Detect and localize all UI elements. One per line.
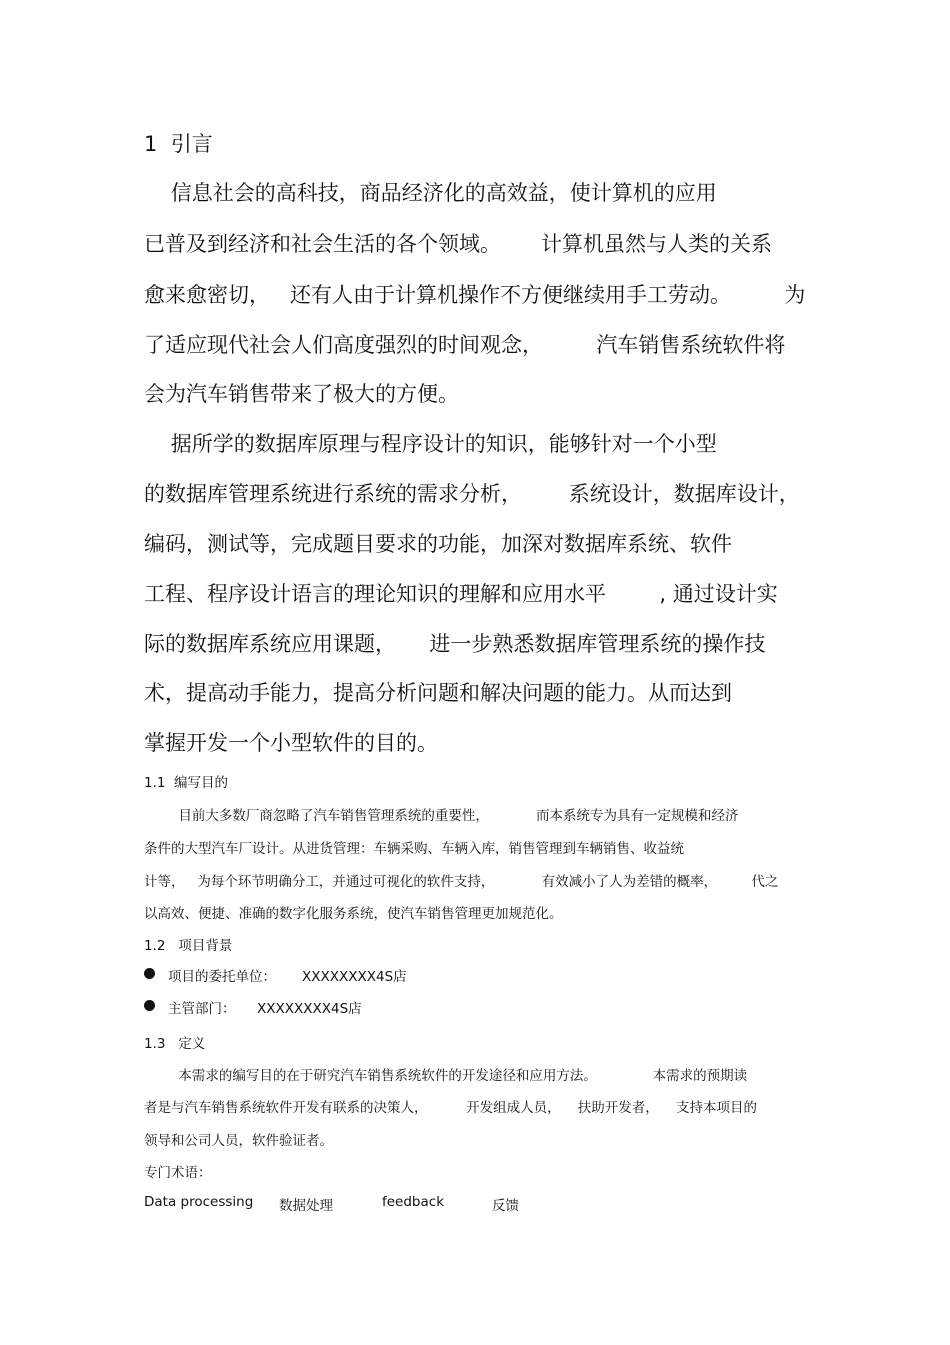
text-line: 目前大多数厂商忽略了汽车销售管理系统的重要性， 而本系统专为具有一定规模和经济 bbox=[144, 808, 739, 824]
bullet-icon bbox=[144, 1000, 155, 1011]
text-line: 了适应现代社会人们高度强烈的时间观念， 汽车销售系统软件将 bbox=[144, 333, 786, 357]
bullet-icon bbox=[144, 968, 155, 979]
text-line: 计等， 为每个环节明确分工，并通过可视化的软件支持， 有效减小了人为差错的概率， 代之 bbox=[144, 874, 779, 890]
text-line: 会为汽车销售带来了极大的方便。 bbox=[144, 382, 459, 406]
term-zh: 数据处理 bbox=[279, 1198, 333, 1214]
text-line: 际的数据库系统应用课题， 进一步熟悉数据库管理系统的操作技 bbox=[144, 632, 766, 656]
text-line: 条件的大型汽车厂设计。从进货管理：车辆采购、车辆入库，销售管理到车辆销售、收益统 bbox=[144, 841, 684, 857]
text-line: 信息社会的高科技，商品经济化的高效益，使计算机的应用 bbox=[144, 181, 717, 205]
bullet-value: XXXXXXXX4S店 bbox=[257, 1001, 362, 1017]
text-line: 以高效、便捷、准确的数字化服务系统，使汽车销售管理更加规范化。 bbox=[144, 906, 563, 922]
terms-label: 专门术语： bbox=[144, 1165, 212, 1181]
bullet-value: XXXXXXXX4S店 bbox=[302, 969, 407, 985]
text-line: 的数据库管理系统进行系统的需求分析， 系统设计，数据库设计， bbox=[144, 482, 800, 506]
text-line: 愈来愈密切， 还有人由于计算机操作不方便继续用手工劳动。 为 bbox=[144, 283, 806, 307]
text-line: 已普及到经济和社会生活的各个领域。 计算机虽然与人类的关系 bbox=[144, 232, 773, 256]
text-line: 掌握开发一个小型软件的目的。 bbox=[144, 731, 438, 755]
term-zh: 反馈 bbox=[492, 1198, 519, 1214]
section-title: 1 引言 bbox=[144, 132, 213, 156]
text-line: 据所学的数据库原理与程序设计的知识，能够针对一个小型 bbox=[144, 432, 717, 456]
text-line: 术，提高动手能力，提高分析问题和解决问题的能力。从而达到 bbox=[144, 681, 732, 705]
text-line: 编码，测试等，完成题目要求的功能，加深对数据库系统、软件 bbox=[144, 532, 732, 556]
bullet-label: 项目的委托单位： bbox=[168, 969, 276, 985]
text-line: 本需求的编写目的在于研究汽车销售系统软件的开发途径和应用方法。 本需求的预期读 bbox=[144, 1068, 748, 1084]
bullet-label: 主管部门： bbox=[168, 1001, 236, 1017]
term-en: Data processing bbox=[144, 1194, 254, 1210]
text-line: 者是与汽车销售系统软件开发有联系的决策人， 开发组成人员， 扶助开发者， 支持本项目的 bbox=[144, 1100, 757, 1116]
text-line: 领导和公司人员，软件验证者。 bbox=[144, 1133, 333, 1149]
term-en: feedback bbox=[382, 1194, 445, 1210]
subsection-heading: 1.3 定义 bbox=[144, 1036, 206, 1052]
subsection-heading: 1.2 项目背景 bbox=[144, 938, 233, 954]
subsection-heading: 1.1 编写目的 bbox=[144, 775, 229, 791]
text-line: 工程、程序设计语言的理论知识的理解和应用水平 , 通过设计实 bbox=[144, 582, 778, 606]
